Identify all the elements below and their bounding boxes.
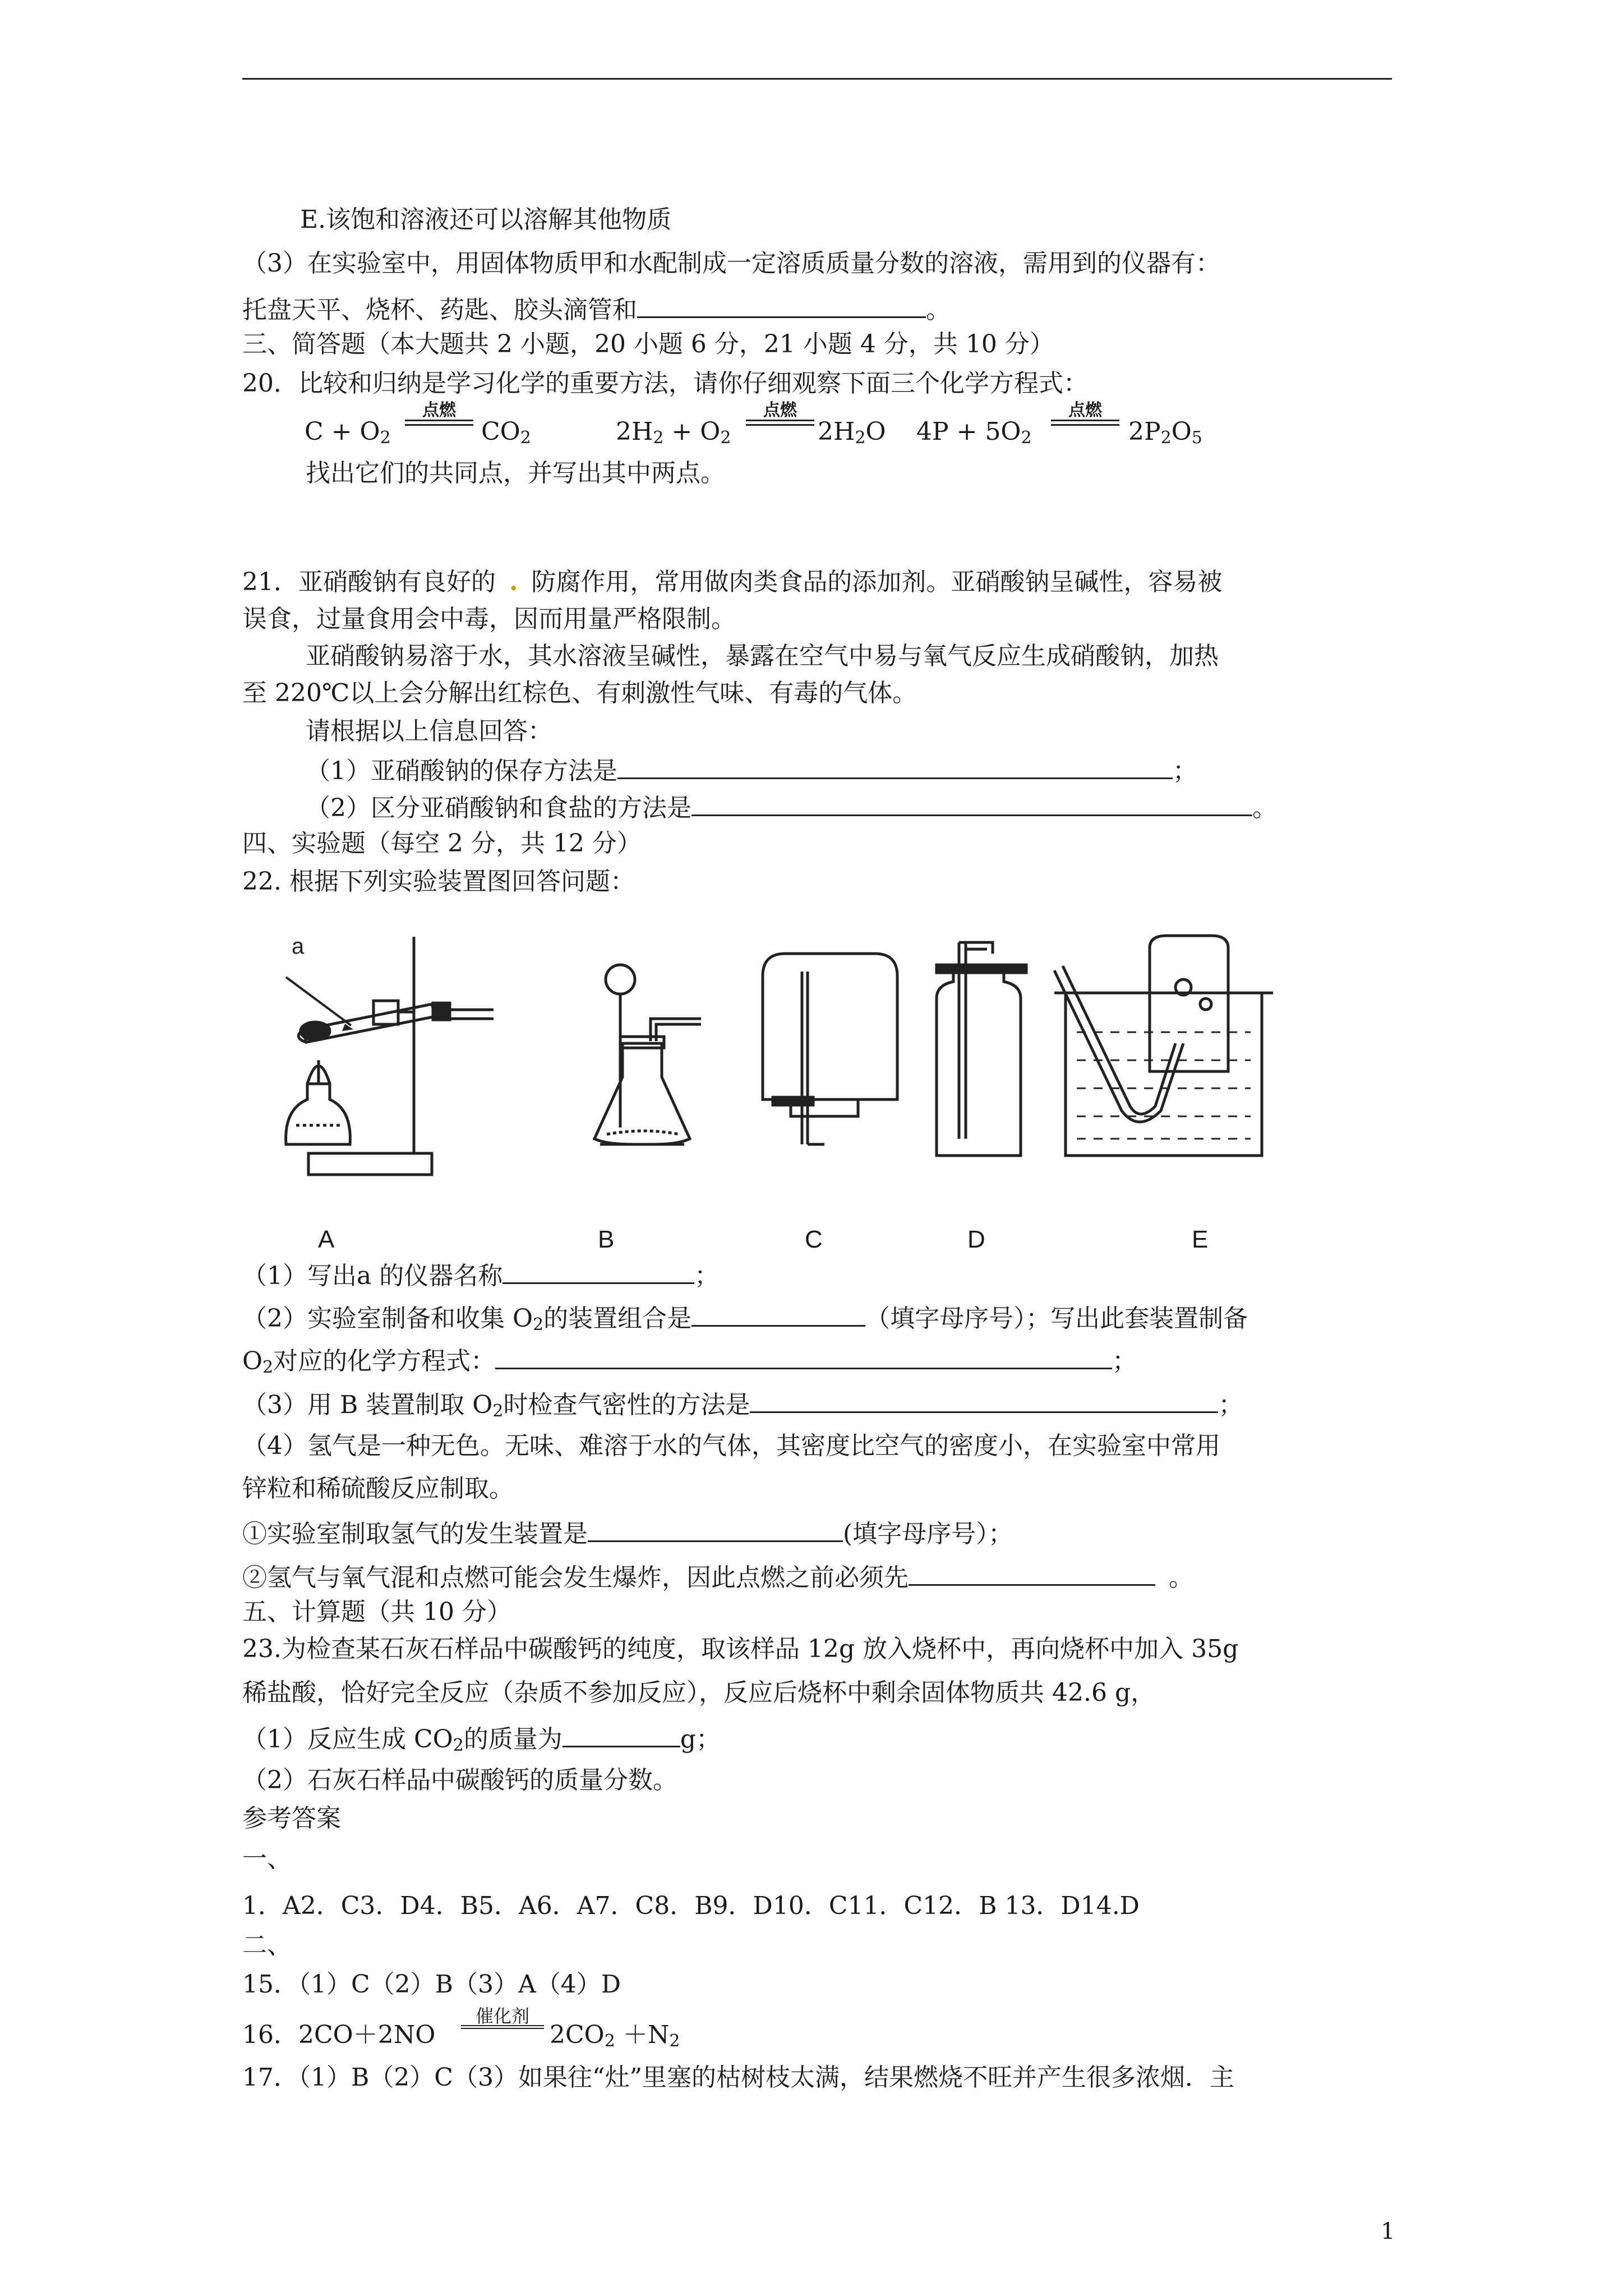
q23-stem-cont: 稀盐酸，恰好完全反应（杂质不参加反应），反应后烧杯中剩余固体物质共 42.6 g， bbox=[242, 1678, 1156, 1707]
conical-flask bbox=[594, 1043, 690, 1144]
q22-part4-1: ①实验室制取氢气的发生装置是 (填字母序号）； bbox=[242, 1516, 1013, 1550]
q22-part2: （2）实验室制备和收集 $O_2$的装置组合是 （填字母序号）；写出此套装置制备 bbox=[242, 1300, 1248, 1335]
answer-blank[interactable] bbox=[750, 1387, 1218, 1413]
answer-15: 15．（1）C（2）B（3）A（4）D bbox=[242, 1970, 621, 1999]
collecting-cylinder bbox=[1150, 936, 1228, 1071]
header-rule bbox=[242, 78, 1392, 80]
q21-info: 亚硝酸钠易溶于水，其水溶液呈碱性，暴露在空气中易与氧气反应生成硝酸钠，加热 bbox=[306, 642, 1219, 670]
stand-base bbox=[308, 1153, 432, 1175]
condition-ignite-2: 点燃 bbox=[746, 402, 814, 426]
water-trough bbox=[1066, 993, 1262, 1156]
q22-part4-2: ②氢气与氧气混和点燃可能会发生爆炸，因此点燃之前必须先 。 bbox=[242, 1559, 1193, 1594]
figure-label-C: C bbox=[805, 1226, 823, 1253]
equation-1-right: $CO_2$ bbox=[481, 417, 531, 448]
q21-prompt: 请根据以上信息回答： bbox=[306, 717, 552, 746]
option-e: E.该饱和溶液还可以溶解其他物质 bbox=[300, 205, 672, 234]
q21-part1: （1）亚硝酸钠的保存方法是 ； bbox=[306, 753, 1197, 787]
q20-instruction: 找出它们的共同点，并写出其中两点。 bbox=[306, 459, 725, 487]
answer-key-heading: 参考答案 bbox=[242, 1804, 341, 1833]
section-5-heading: 五、计算题（共 10 分） bbox=[242, 1598, 511, 1626]
thistle-funnel bbox=[606, 965, 635, 994]
figure-label-A: A bbox=[318, 1226, 335, 1253]
q21-info-cont: 至 220℃以上会分解出红棕色、有刺激性气味、有毒的气体。 bbox=[242, 679, 917, 707]
section-4-heading: 四、实验题（每空 2 分，共 12 分） bbox=[242, 829, 642, 858]
answer-blank[interactable] bbox=[495, 1343, 1112, 1369]
q21-part2: （2）区分亚硝酸钠和食盐的方法是 。 bbox=[306, 790, 1277, 824]
q22-part3: （3）用 B 装置制取 $O_2$时检查气密性的方法是 ； bbox=[242, 1387, 1243, 1421]
figure-label-B: B bbox=[598, 1226, 615, 1253]
answer-blank[interactable] bbox=[617, 753, 1173, 779]
test-tube-reagent bbox=[301, 1022, 330, 1040]
page-number: 1 bbox=[1381, 2219, 1395, 2244]
gas-bottle bbox=[937, 970, 1021, 1156]
inverted-bottle bbox=[763, 954, 897, 1099]
equation-3-right: $2P_2O_5$ bbox=[1128, 417, 1202, 448]
answer-blank[interactable] bbox=[588, 1516, 843, 1542]
section-3-heading: 三、简答题（本大题共 2 小题，20 小题 6 分，21 小题 4 分，共 10 分） bbox=[242, 330, 1054, 358]
equation-2-left: $2H_2 + O_2$ bbox=[616, 417, 731, 448]
q22-part2-cont: $O_2$对应的化学方程式： ； bbox=[242, 1343, 1137, 1377]
q19-part3-cont: 托盘天平、烧杯、药匙、胶头滴管和 。 bbox=[242, 292, 951, 326]
q23-stem: 23.为检查某石灰石样品中碳酸钙的纯度，取该样品 12g 放入烧杯中，再向烧杯中加入 35g bbox=[242, 1635, 1239, 1663]
q22-part4-cont: 锌粒和稀硫酸反应制取。 bbox=[242, 1474, 514, 1503]
answer-section-2: 二、 bbox=[242, 1931, 292, 1959]
equation-2-right: $2H_2O$ bbox=[818, 417, 886, 448]
answer-blank[interactable] bbox=[691, 1300, 865, 1327]
answer-17: 17．（1）B（2）C（3）如果往“灶”里塞的枯树枝太满，结果燃烧不旺并产生很多浓烟．主 bbox=[242, 2063, 1234, 2092]
alcohol-lamp bbox=[286, 1084, 351, 1144]
label-a: a bbox=[292, 934, 305, 959]
figure-label-E: E bbox=[1192, 1226, 1209, 1253]
equation-1-left: $C + O_2$ bbox=[305, 417, 391, 448]
answer-16-left: 16．2CO＋2NO bbox=[242, 2021, 436, 2049]
condition-ignite-3: 点燃 bbox=[1051, 402, 1119, 426]
answers-1-14: 1．A2．C3．D4．B5．A6．A7．C8．B9．D10．C11．C12．B 13．D14.D bbox=[242, 1892, 1140, 1920]
q23-part2: （2）石灰石样品中碳酸钙的质量分数。 bbox=[242, 1766, 677, 1795]
answer-section-1: 一、 bbox=[242, 1844, 292, 1873]
q21-stem: 21．亚硝酸钠有良好的 . 防腐作用，常用做肉类食品的添加剂。亚硝酸钠呈碱性，容易被 bbox=[242, 568, 1223, 596]
equation-3-left: $4P + 5O_2$ bbox=[916, 417, 1032, 448]
answer-16-right: $2CO_2 +N_2$ bbox=[550, 2021, 680, 2051]
figure-label-D: D bbox=[967, 1226, 985, 1253]
answer-blank[interactable] bbox=[691, 790, 1252, 816]
answer-blank[interactable] bbox=[502, 1258, 694, 1284]
q21-stem-cont: 误食，过量食用会中毒，因而用量严格限制。 bbox=[242, 605, 736, 633]
q20-stem: 20．比较和归纳是学习化学的重要方法，请你仔细观察下面三个化学方程式： bbox=[242, 369, 1088, 398]
answer-blank[interactable] bbox=[637, 292, 926, 318]
answer-blank[interactable] bbox=[909, 1559, 1155, 1586]
apparatus-figure bbox=[264, 931, 1413, 1245]
q22-part4: （4）氢气是一种无色。无味、难溶于水的气体，其密度比空气的密度小，在实验室中常用 bbox=[242, 1432, 1220, 1460]
q23-part1: （1）反应生成 $CO_2$的质量为 g； bbox=[242, 1721, 721, 1755]
q22-part1: （1）写出a 的仪器名称 ； bbox=[242, 1258, 719, 1292]
q22-stem: 22. 根据下列实验装置图回答问题： bbox=[242, 867, 635, 896]
q19-part3: （3）在实验室中，用固体物质甲和水配制成一定溶质质量分数的溶液，需用到的仪器有： bbox=[242, 249, 1220, 278]
answer-blank[interactable] bbox=[562, 1721, 680, 1747]
condition-catalyst: 催化剂 bbox=[461, 2007, 544, 2029]
condition-ignite-1: 点燃 bbox=[405, 402, 473, 426]
